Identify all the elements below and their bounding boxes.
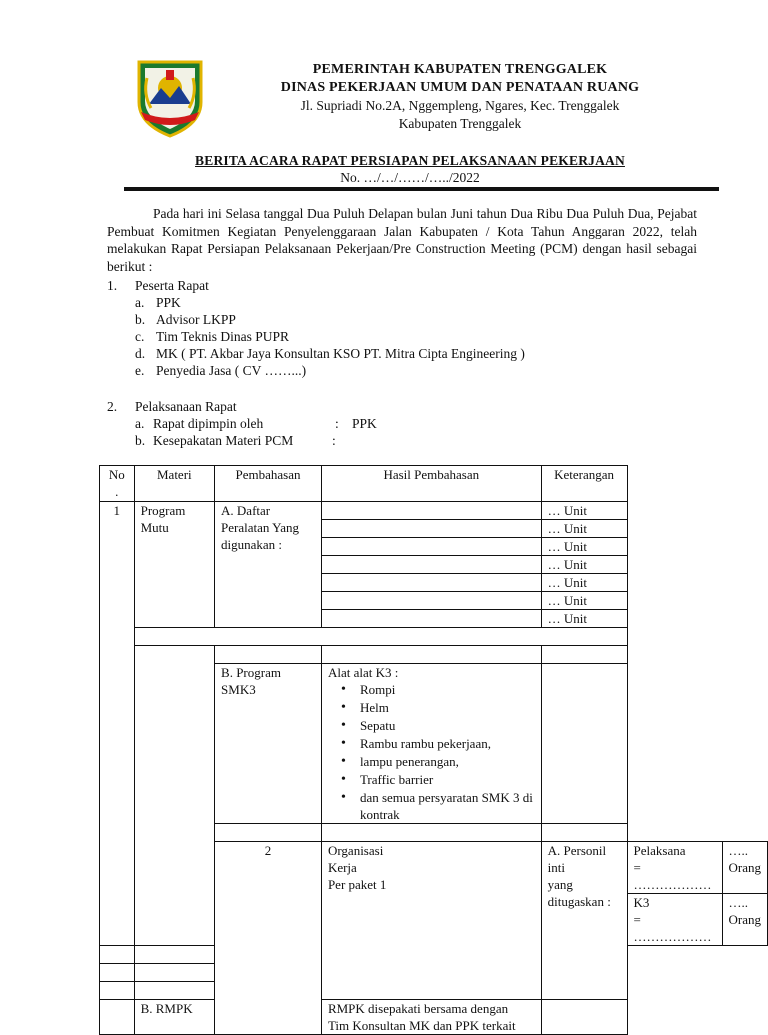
list-letter: a. [135,416,145,431]
keterangan-cell [134,946,214,964]
list-letter: a. [135,295,145,310]
keterangan-cell: … Unit [541,520,627,538]
table-header-row [100,466,768,502]
meeting-detail-label: Kesepakatan Materi PCM [153,433,294,448]
materi-cell [134,646,214,946]
list-letter: d. [135,346,146,361]
list-letter: e. [135,363,145,378]
keterangan-cell: ….. Orang [722,842,768,894]
hasil-cell: Pelaksana= ……………… [627,842,722,894]
keterangan-cell [134,982,214,1000]
keterangan-cell: … Unit [541,592,627,610]
materi-cell: Program Mutu [134,502,214,628]
letterhead-address: Jl. Supriadi No.2A, Nggempleng, Ngares, Kec. Trenggalek [300,98,620,113]
list-letter: c. [135,329,145,344]
k3-list [328,681,535,823]
hasil-cell: K3= ……………… [627,894,722,946]
list-item: • Helm [360,699,535,717]
k3-heading: Alat alat K3 : [327,665,399,680]
section2-heading: Pelaksanaan Rapat [135,399,237,414]
hasil-cell [321,556,541,574]
section2-number: 2. [107,399,118,414]
section1-number: 1. [107,278,118,293]
header-materi: Materi [134,466,214,502]
keterangan-cell [541,824,627,842]
keterangan-cell: … Unit [541,610,627,628]
keterangan-cell [134,964,214,982]
header-pembahasan: Pembahasan [215,466,322,502]
k3-equipment-cell [321,664,541,824]
hasil-cell [321,520,541,538]
row-number: 2 [215,842,322,1035]
keterangan-cell: … Unit [541,574,627,592]
table-row [100,646,768,664]
pembahasan-cell: B. RMPK [134,1000,214,1035]
letterhead-government: PEMERINTAH KABUPATEN TRENGGALEK [312,62,608,77]
keterangan-cell [541,646,627,664]
letterhead-department: DINAS PEKERJAAN UMUM DAN PENATAAN RUANG [280,80,640,95]
hasil-cell [100,964,135,982]
intro-paragraph [107,205,697,275]
header-divider [124,187,719,191]
hasil-cell [321,592,541,610]
document-title: BERITA ACARA RAPAT PERSIAPAN PELAKSANAAN PEKERJAAN [195,153,625,168]
participant-item: MK ( PT. Akbar Jaya Konsultan KSO PT. Mitra Cipta Engineering ) [156,346,525,361]
list-item: • Sepatu [360,717,535,735]
keterangan-cell [541,664,627,824]
list-item: • Rompi [360,681,535,699]
participant-item: Tim Teknis Dinas PUPR [156,329,289,344]
table-spacer-row [100,628,768,646]
hasil-cell [321,646,541,664]
keterangan-cell [541,1000,627,1035]
participant-item: PPK [156,295,181,310]
rmpk-cell: RMPK disepakati bersama dengan Tim Konsultan MK dan PPK terkait [321,1000,541,1035]
meeting-detail-label: Rapat dipimpin oleh [153,416,264,431]
pcm-materials-table [99,465,768,1035]
list-item: • lampu penerangan, [360,753,535,771]
list-item: • Traffic barrier [360,771,535,789]
keterangan-cell: … Unit [541,502,627,520]
section1-heading: Peserta Rapat [135,278,209,293]
keterangan-cell: … Unit [541,556,627,574]
letterhead-regency: Kabupaten Trenggalek [398,116,522,131]
hasil-cell [100,946,135,964]
pembahasan-cell: A. Personil inti yang ditugaskan : [541,842,627,1000]
hasil-cell [321,502,541,520]
table-row [100,1000,768,1035]
colon: : [335,416,339,431]
header-keterangan: Keterangan [541,466,627,502]
participant-item: Advisor LKPP [156,312,236,327]
hasil-cell [321,574,541,592]
materi-cell [100,1000,135,1035]
header-hasil: Hasil Pembahasan [321,466,541,502]
hasil-cell [321,824,541,842]
pembahasan-cell: A. Daftar Peralatan Yang digunakan : [215,502,322,628]
meeting-detail-value: PPK [352,416,377,431]
list-item: • Rambu rambu pekerjaan, [360,735,535,753]
list-letter: b. [135,433,146,448]
participant-item: Penyedia Jasa ( CV ……...) [156,363,307,378]
keterangan-cell: … Unit [541,538,627,556]
hasil-cell [100,982,135,1000]
hasil-cell [321,538,541,556]
materi-cell: Organisasi Kerja Per paket 1 [321,842,541,1000]
colon: : [332,433,336,448]
list-item: • dan semua persyaratan SMK 3 di kontrak [360,789,535,823]
header-no: No . [100,466,135,502]
intro-text: Pada hari ini Selasa tanggal Dua Puluh Delapan bulan Juni tahun Dua Ribu Dua Puluh Dua, Pejabat Pembuat Komitmen Kegiatan Penyelenggaraan Jalan Kabupaten / Kota Tahun Anggaran 2022, telah melakukan Rapat Persiapan Pelaksanaan Pekerjaan/Pre Construction Meeting (PCM) dengan hasil sebagai berikut : [107,206,697,274]
keterangan-cell: ….. Orang [722,894,768,946]
hasil-cell [321,610,541,628]
document-number: No. …/…/……/…../2022 [340,170,480,185]
pembahasan-cell [215,646,322,664]
table-row [100,502,768,520]
spacer-cell [134,628,627,646]
pembahasan-cell: B. Program SMK3 [215,664,322,824]
row-number: 1 [100,502,135,946]
list-letter: b. [135,312,146,327]
pembahasan-cell [215,824,322,842]
regency-emblem-logo [133,58,207,138]
